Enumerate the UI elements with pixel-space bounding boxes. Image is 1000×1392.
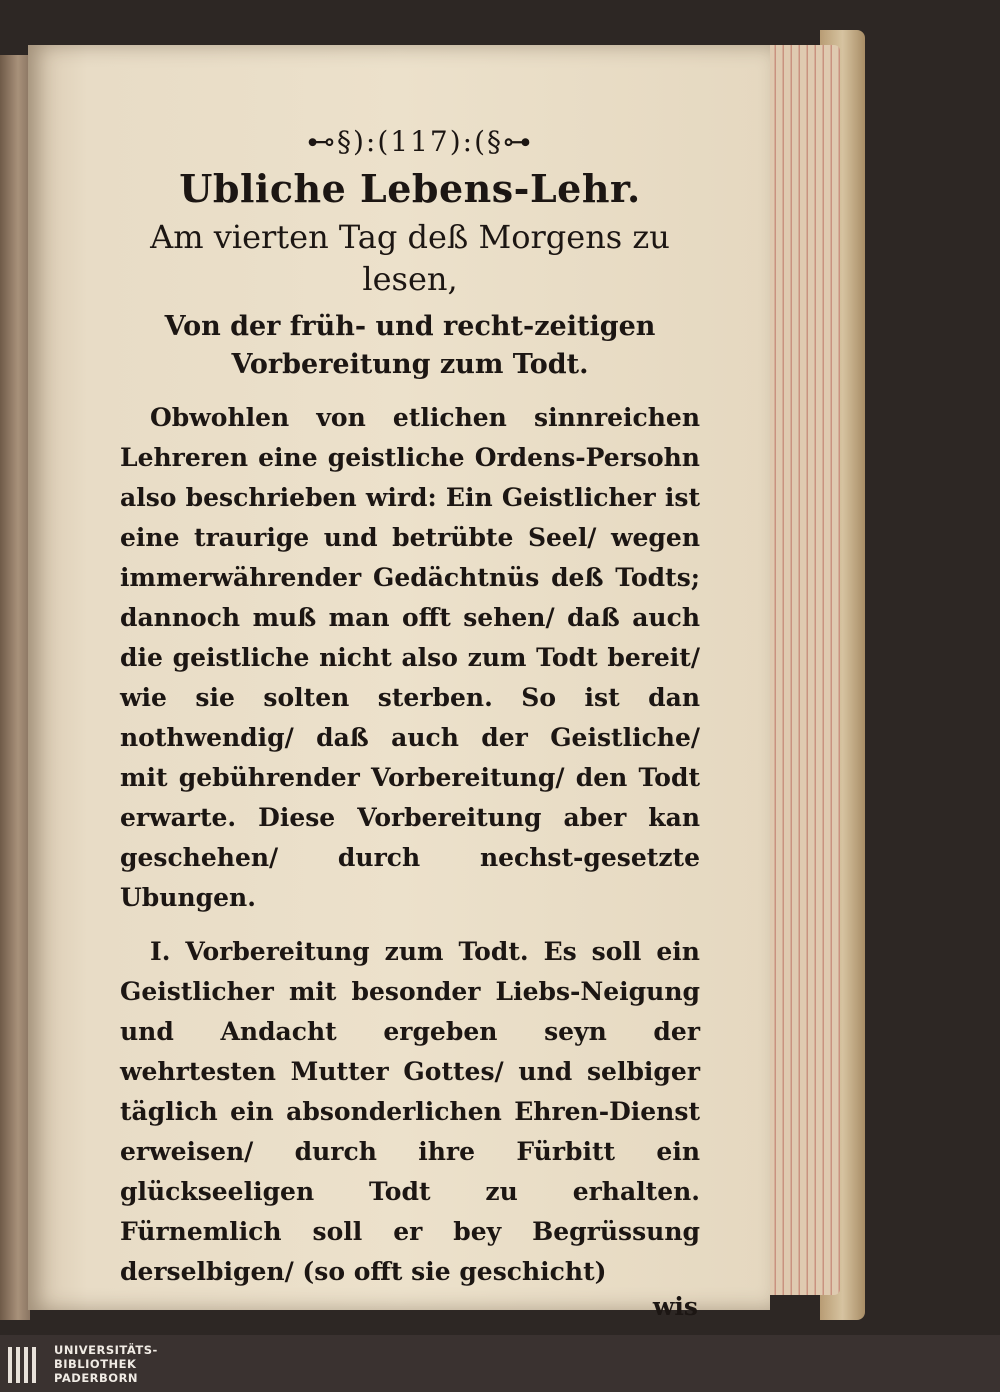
library-name-line-3: PADERBORN bbox=[54, 1371, 139, 1385]
page-edges bbox=[760, 45, 840, 1295]
section-subtitle: Am vierten Tag deß Morgens zu lesen, bbox=[150, 218, 670, 298]
body-paragraph-2: I. Vorbereitung zum Todt. Es soll ein Geistlicher mit besonder Liebs-Neigung und Andacht ergeben seyn der wehrtesten Mutter Gottes/ und selbiger täglich ein absonderlichen Ehren-Dienst erweisen/ durch ihre Fürbitt ein glückseeligen Todt zu erhalten. Fürnemlich soll er bey Begrüssung derselbigen/ (so offt sie geschicht) bbox=[120, 936, 700, 1286]
left-page-edge bbox=[0, 55, 30, 1320]
section-heading: Von der früh- und recht-zeitigen Vorbereitung zum Todt. bbox=[164, 311, 656, 380]
library-logo-icon bbox=[8, 1347, 44, 1383]
page-title: Ubliche Lebens-Lehr. bbox=[179, 166, 641, 211]
library-name bbox=[54, 1343, 158, 1385]
page-text bbox=[120, 125, 700, 1321]
library-name-line-2: BIBLIOTHEK bbox=[54, 1357, 137, 1371]
book-page bbox=[28, 45, 770, 1321]
library-name-line-1: UNIVERSITÄTS- bbox=[54, 1343, 158, 1357]
body-paragraph-1: Obwohlen von etlichen sinnreichen Lehreren eine geistliche Ordens-Persohn also beschrieben wird: Ein Geistlicher ist eine traurige und betrübte Seel/ wegen immerwährender Gedächtnüs deß Todts; dannoch muß man offt sehen/ daß auch die geistliche nicht also zum Todt bereit/ wie sie solten sterben. So ist dan nothwendig/ daß auch der Geistliche/ mit gebührender Vorbereitung/ den Todt erwarte. Diese Vorbereitung aber kan geschehen/ durch nechst-gesetzte Ubungen. bbox=[120, 402, 700, 912]
page-header: ⊷§):(117):(§⊶ bbox=[306, 125, 533, 158]
catchword: wis bbox=[652, 1291, 698, 1321]
